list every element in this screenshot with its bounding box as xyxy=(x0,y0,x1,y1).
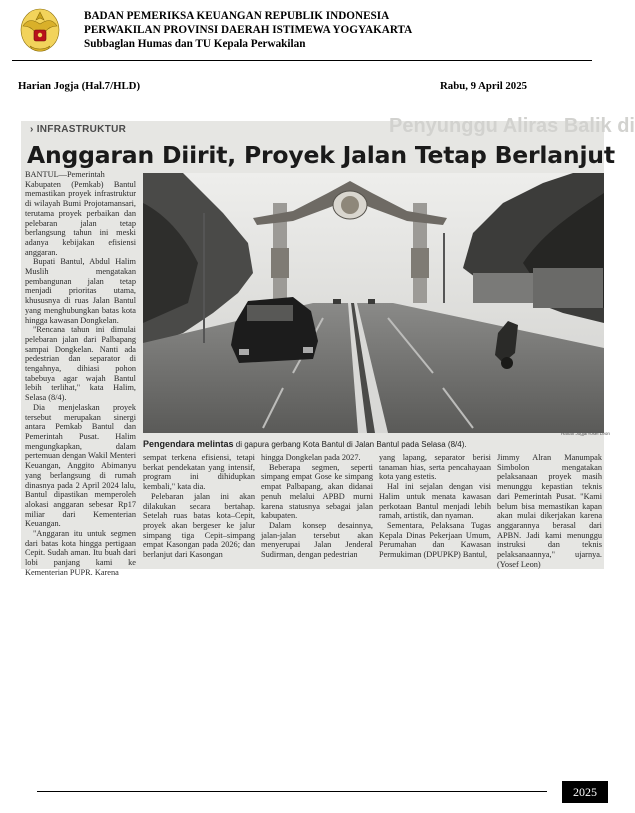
photo-credit: Harian Jogja/Yosef Leon xyxy=(561,431,610,436)
paragraph: sempat terkena efisiensi, tetapi berkat pendekatan yang intensif, program ini dihidupkan kembali," kata dia. xyxy=(143,453,255,492)
article-photo-bantul-gateway xyxy=(143,173,604,433)
photo-caption xyxy=(143,439,467,449)
caption-lead: Pengendara melintas xyxy=(143,439,234,449)
header-divider xyxy=(12,60,592,61)
paragraph: Bupati Bantul, Abdul Halim Muslih mengatakan pembangunan jalan tetap menjadi prioritas utama, khususnya di ruas Jalan Bantul yang menghubungkan batas kota hingga kawasan Dongkelan. xyxy=(25,257,136,325)
org-unit-line: Subbaglan Humas dan TU Kepala Perwakilan xyxy=(84,38,306,50)
publication-date: Rabu, 9 April 2025 xyxy=(440,80,527,92)
footer-year-badge: 2025 xyxy=(562,781,608,803)
article-column-2 xyxy=(143,453,255,568)
caption-text: di gapura gerbang Kota Bantul di Jalan Bantul pada Selasa (8/4). xyxy=(233,440,467,449)
newspaper-clipping xyxy=(21,115,635,577)
publication-source: Harian Jogja (Hal.7/HLD) xyxy=(18,80,141,92)
paragraph: Pelebaran jalan ini akan dilakukan secara bertahap. Setelah ruas batas kota–Cepit, proyek akan bergeser ke jalur simpang tiga Cepit–simpang empat Kasongan pada 2026; dan berlanjut dari Kasongan xyxy=(143,491,255,560)
org-name-line-1: BADAN PEMERIKSA KEUANGAN REPUBLIK INDONESIA xyxy=(84,10,390,22)
org-name-line-2: PERWAKILAN PROVINSI DAERAH ISTIMEWA YOGYAKARTA xyxy=(84,24,413,36)
article-headline: Anggaran Diirit, Proyek Jalan Tetap Berlanjut xyxy=(27,141,615,169)
paragraph: hingga Dongkelan pada 2027. xyxy=(261,453,361,462)
footer-divider xyxy=(37,791,547,792)
paragraph: "Rencana tahun ini dimulai pelebaran jalan dari Palbapang sampai Dongkelan. Nanti ada pedestrian dan separator di tengahnya, dihiasi pohon tabebuya agar wajah Bantul lebih terlihat," kata Halim, Selasa (8/4). xyxy=(25,325,136,403)
paragraph: Jimmy Alran Manumpak Simbolon mengatakan pelaksanaan proyek masih menunggu kepastian teknis dari Pemerintah Pusat. "Kami belum bisa memastikan kapan akan mulai dikerjakan karena anggarannya berasal dari APBN. Jadi kami menunggu instruksi dan teknis pelaksanaannya," ujarnya. (Yosef Leon) xyxy=(497,453,602,569)
paragraph: Hal ini sejalan dengan visi Halim untuk menata kawasan perkotaan Bantul menjadi lebih ramah, artistik, dan nyaman. xyxy=(379,482,491,521)
paragraph: Sementara, Pelaksana Tugas Kepala Dinas Pekerjaan Umum, Perumahan dan Kawasan Permukiman (DPUPKP) Bantul, xyxy=(379,520,491,560)
paragraph: Beberapa segmen, seperti simpang empat Gose ke simpang empat Palbapang, akan didanai penuh melalui APBD murni karena statusnya sebagai jalan kabupaten. xyxy=(261,462,373,521)
article-column-1 xyxy=(25,170,136,577)
paragraph: "Anggaran itu untuk segmen dari batas kota hingga pertigaan Cepit. Sudah aman. Itu buah dari lobi panjang kami ke Kementerian PUPR. Karena xyxy=(25,529,136,577)
bleed-through-text: Penyunggu Aliras Balik di xyxy=(389,115,635,137)
section-rubric: › INFRASTRUKTUR xyxy=(30,124,127,135)
paragraph: yang lapang, separator berisi tanaman hias, serta pencahayaan kota yang estetis. xyxy=(379,453,491,482)
article-column-4 xyxy=(379,453,491,568)
bpk-emblem-logo xyxy=(18,4,62,56)
article-column-3 xyxy=(261,453,373,568)
paragraph: Dia menjelaskan proyek tersebut merupakan sinergi antara Pemkab Bantul dan Pemerintah Pusat. Halim mengungkapkan, dalam pertemuan dengan Wakil Menteri Keuangan, Anggito Abimanyu yang berlangsung di rumah dinasnya pada 2 April 2024 lalu, Bantul dipastikan memperoleh alokasi anggaran sebesar Rp17 miliar dari Kementerian Keuangan. xyxy=(25,402,136,529)
article-column-5 xyxy=(497,453,602,568)
paragraph: Dalam konsep desainnya, jalan-jalan tersebut akan menyerupai Jalan Jenderal Sudirman, dengan pedestrian xyxy=(261,520,373,560)
paragraph: BANTUL—Pemerintah Kabupaten (Pemkab) Bantul memastikan proyek infrastruktur di wilayah Bumi Projotamansari, terutama proyek perbaikan dan pelebaran jalan tetap berlangsung tahun ini meski adanya kebijakan efisiensi anggaran. xyxy=(25,170,136,257)
